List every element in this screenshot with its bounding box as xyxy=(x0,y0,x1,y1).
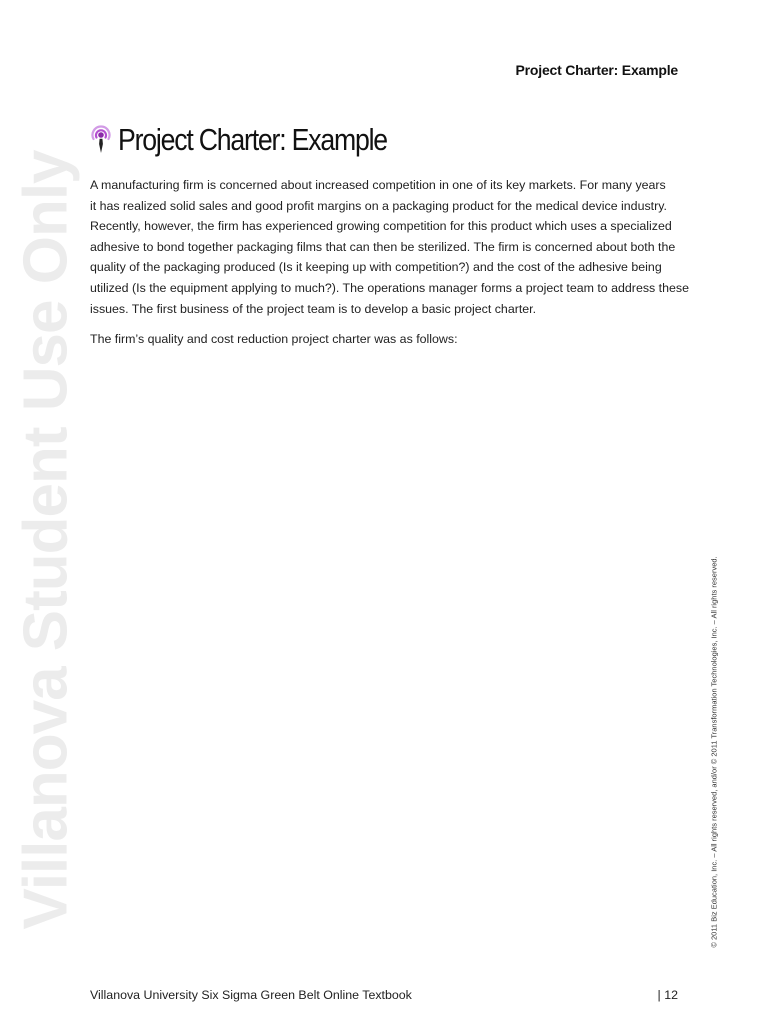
charter-lead-paragraph xyxy=(90,329,682,350)
text-line: A manufacturing firm is concerned about increased competition in one of its key markets. For many years xyxy=(90,178,666,192)
intro-paragraph xyxy=(90,175,689,319)
text-line: quality of the packaging produced (Is it keeping up with competition?) and the cost of the adhesive being xyxy=(90,260,662,275)
running-header: Project Charter: Example xyxy=(515,62,678,78)
section-heading xyxy=(90,122,431,158)
text-line: adhesive to bond together packaging films that can then be sterilized. The firm is concerned about both the xyxy=(90,239,676,254)
text-line: Recently, however, the firm has experienced growing competition for this product which uses a specialized xyxy=(90,219,672,234)
watermark: Villanova Student Use Only xyxy=(11,150,81,930)
body-text xyxy=(90,175,689,360)
footer-page-number: | 12 xyxy=(657,988,678,1002)
podcast-microphone-icon xyxy=(90,124,112,156)
text-line: it has realized solid sales and good profit margins on a packaging product for the medical device industry. xyxy=(90,198,667,213)
text-line: utilized (Is the equipment applying to much?). The operations manager forms a project team to address these xyxy=(90,280,689,295)
page-title: Project Charter: Example xyxy=(118,122,387,157)
footer-book-title: Villanova University Six Sigma Green Belt Online Textbook xyxy=(90,988,412,1002)
text-line: The firm’s quality and cost reduction project charter was as follows: xyxy=(90,332,458,347)
text-line: issues. The first business of the project team is to develop a basic project charter. xyxy=(90,301,537,316)
copyright-notice: © 2011 Biz Education, Inc. – All rights reserved, and/or © 2011 Transformation Technologies, Inc. – All rights reserved. xyxy=(709,556,719,948)
